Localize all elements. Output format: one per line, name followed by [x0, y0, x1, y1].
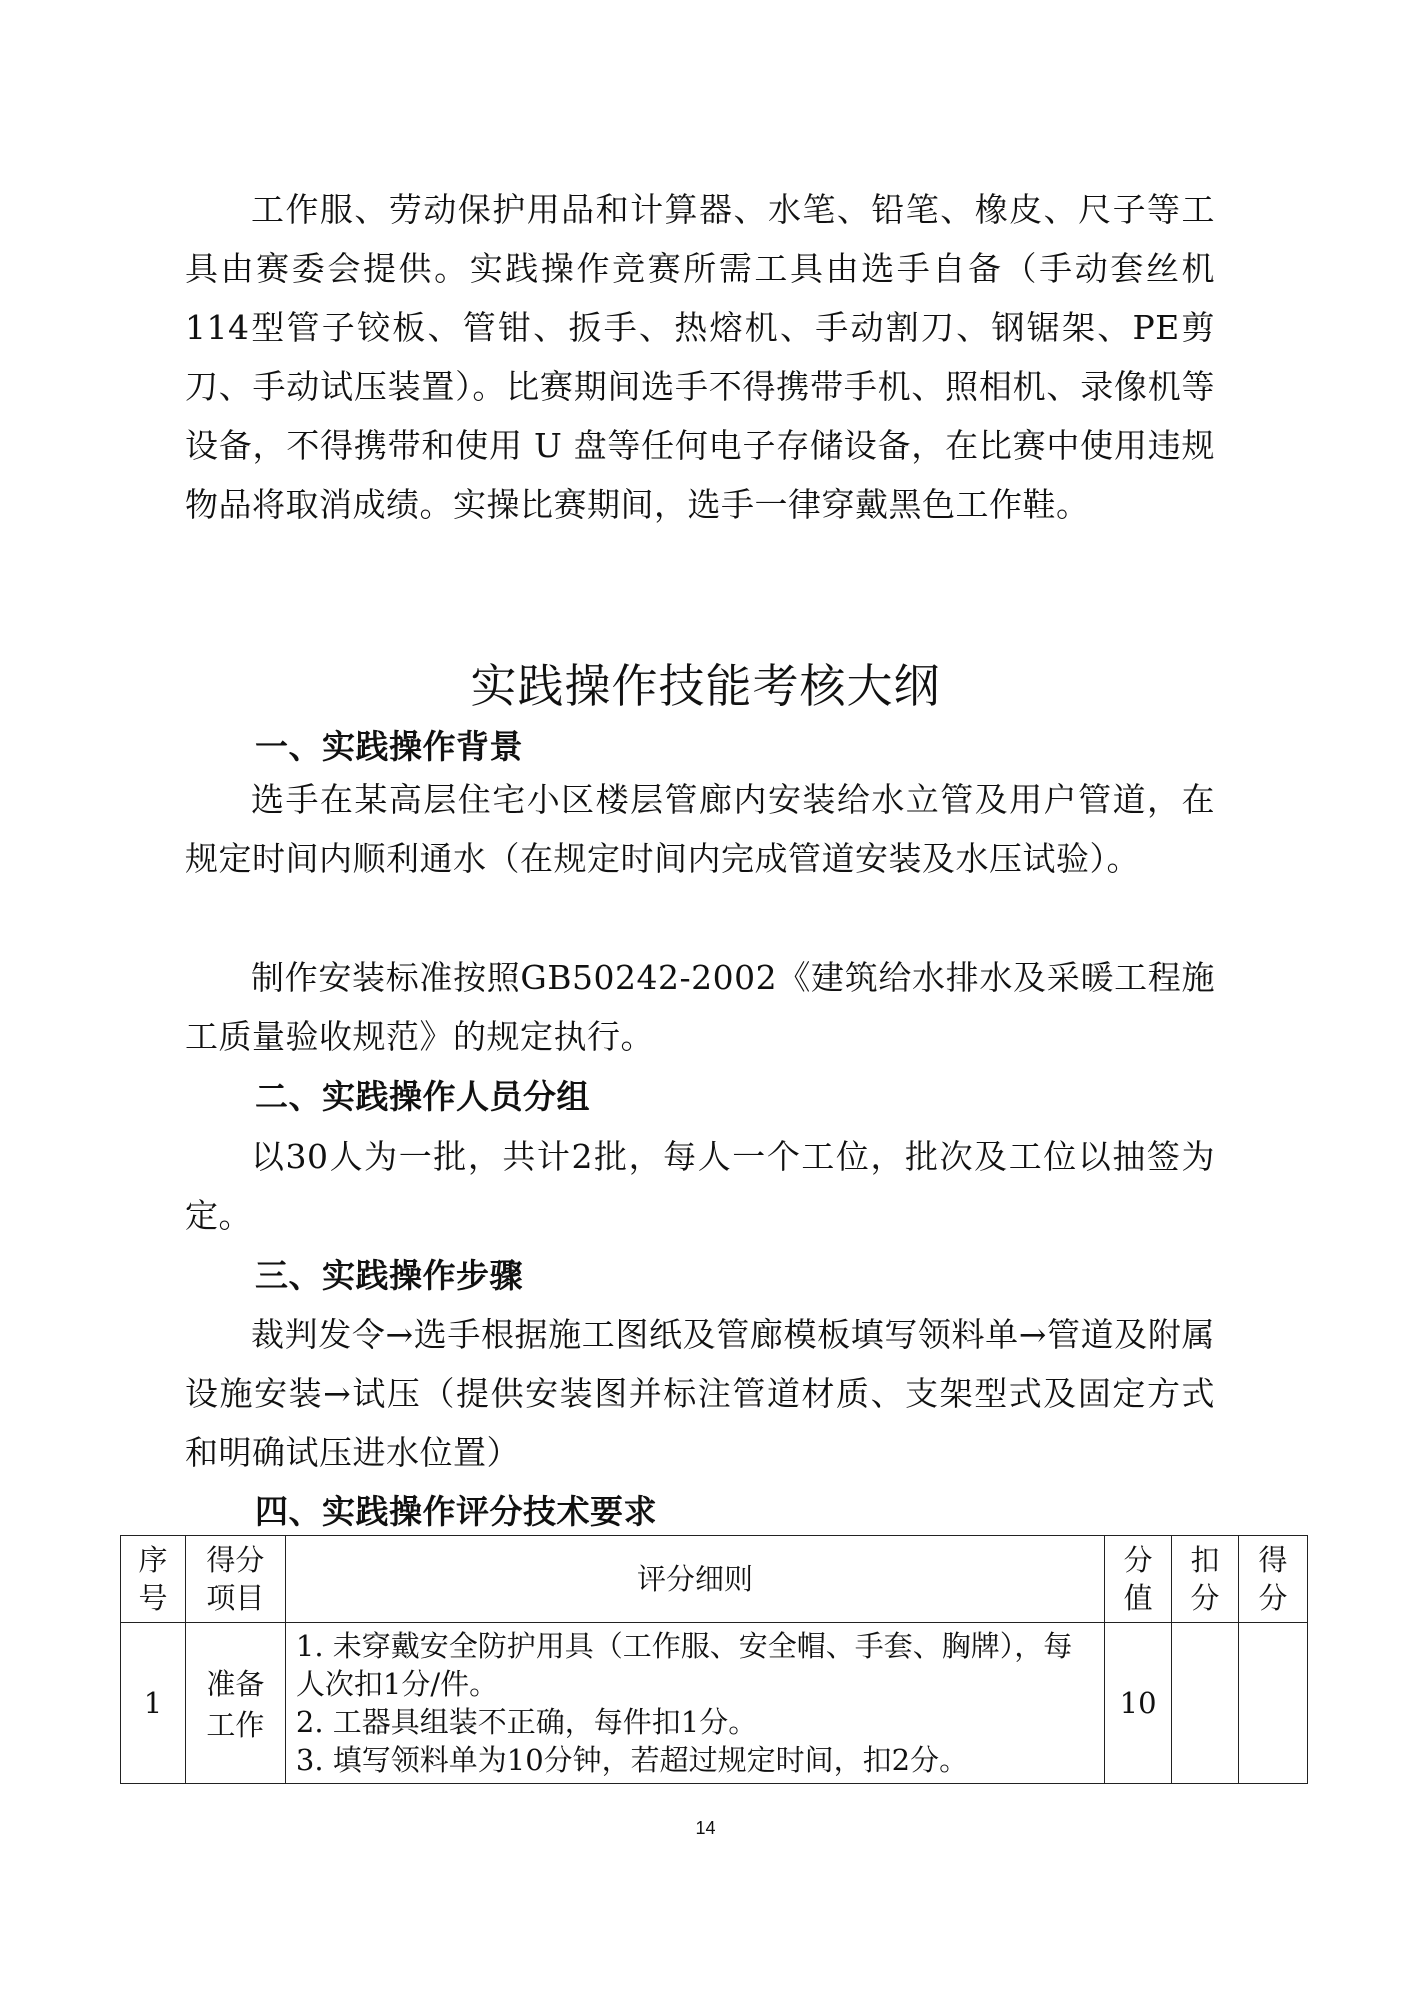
header-deduct-line-1: 扣: [1190, 1543, 1220, 1577]
section-3-paragraph-1: [185, 1305, 1215, 1482]
row-item-line-2: 工作: [206, 1708, 265, 1742]
page-number: 14: [695, 1818, 716, 1838]
section-2-text-1: 以30人为一批，共计2批，每人一个工位，批次及工位以抽签为定。: [185, 1137, 1215, 1235]
page-title: 实践操作技能考核大纲: [470, 659, 941, 713]
row-deduct: [1172, 1623, 1239, 1784]
row-detail: [285, 1623, 1104, 1784]
section-2-paragraph-1: [185, 1127, 1215, 1245]
section-1-text-2: 制作安装标准按照GB50242-2002《建筑给水排水及采暖工程施工质量验收规范》的规定执行。: [185, 958, 1215, 1056]
row-item: [185, 1623, 285, 1784]
header-detail: 评分细则: [285, 1536, 1104, 1623]
header-item-line-2: 项目: [206, 1581, 265, 1615]
header-points-line-2: 值: [1123, 1581, 1153, 1615]
scoring-table: [120, 1535, 1308, 1784]
row-index: 1: [121, 1623, 186, 1784]
header-deduct: [1172, 1536, 1239, 1623]
header-index: [121, 1536, 186, 1623]
row-detail-rule-1: 1. 未穿戴安全防护用具（工作服、安全帽、手套、胸牌），每人次扣1分/件。: [295, 1629, 1073, 1701]
section-heading-2: 二、实践操作人员分组: [255, 1077, 590, 1116]
header-item-line-1: 得分: [206, 1543, 265, 1577]
intro-text: 工作服、劳动保护用品和计算器、水笔、铅笔、橡皮、尺子等工具由赛委会提供。实践操作竞赛所需工具由选手自备（手动套丝机114型管子铰板、管钳、扳手、热熔机、手动割刀、钢锯架、PE剪刀、手动试压装置）。比赛期间选手不得携带手机、照相机、录像机等设备，不得携带和使用 U 盘等任何电子存储设备，在比赛中使用违规物品将取消成绩。实操比赛期间，选手一律穿戴黑色工作鞋。: [185, 190, 1215, 524]
table-row: [121, 1623, 1308, 1784]
section-heading-3: 三、实践操作步骤: [255, 1256, 523, 1295]
section-1-text-1: 选手在某高层住宅小区楼层管廊内安装给水立管及用户管道，在规定时间内顺利通水（在规定时间内完成管道安装及水压试验）。: [185, 780, 1215, 878]
row-detail-rule-3: 3. 填写领料单为10分钟，若超过规定时间，扣2分。: [295, 1743, 969, 1777]
section-1-paragraph-1: [185, 770, 1215, 888]
header-score: [1239, 1536, 1308, 1623]
row-score: [1239, 1623, 1308, 1784]
header-points-line-1: 分: [1123, 1543, 1153, 1577]
section-heading-1: 一、实践操作背景: [255, 727, 523, 766]
table-header-row: [121, 1536, 1308, 1623]
header-deduct-line-2: 分: [1190, 1581, 1220, 1615]
header-index-line-1: 序: [138, 1543, 168, 1577]
header-points: [1105, 1536, 1172, 1623]
header-score-line-2: 分: [1258, 1581, 1288, 1615]
header-item: [185, 1536, 285, 1623]
row-detail-rule-2: 2. 工器具组装不正确，每件扣1分。: [295, 1705, 758, 1739]
header-index-line-2: 号: [138, 1581, 168, 1615]
section-3-text-1: 裁判发令→选手根据施工图纸及管廊模板填写领料单→管道及附属设施安装→试压（提供安装图并标注管道材质、支架型式及固定方式和明确试压进水位置）: [185, 1315, 1215, 1472]
header-score-line-1: 得: [1258, 1543, 1288, 1577]
intro-paragraph: [185, 180, 1215, 534]
row-points: 10: [1105, 1623, 1172, 1784]
section-heading-4: 四、实践操作评分技术要求: [255, 1492, 657, 1531]
row-item-line-1: 准备: [206, 1667, 265, 1701]
section-1-paragraph-2: [185, 948, 1215, 1066]
